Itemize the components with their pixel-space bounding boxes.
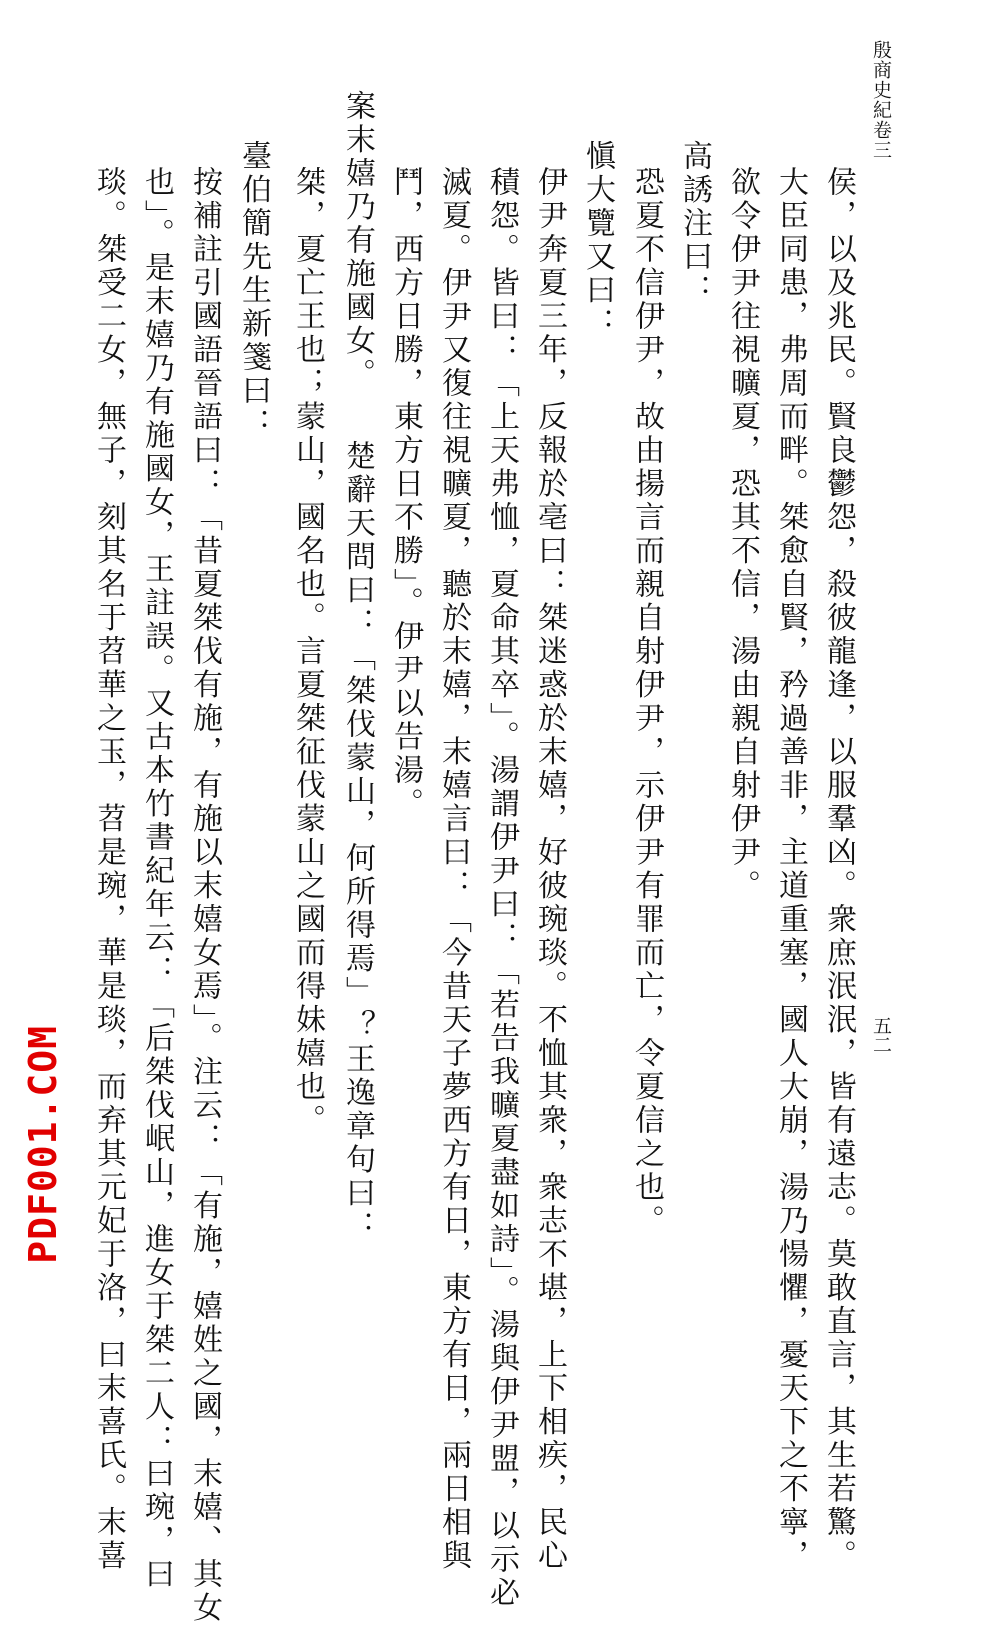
text-column-9: 滅夏。伊尹又復往視曠夏，聽於末嬉，末嬉言曰：「今昔天子夢西方有日，東方有日，兩日相與 (436, 166, 471, 1573)
annotation-heading-gao-you: 高誘注曰： (677, 140, 712, 308)
running-title: 殷商史紀卷三 (870, 40, 892, 160)
note-heading-an: 案末嬉乃有施國女。 (340, 90, 375, 392)
text-column-1: 侯，以及兆民。賢良鬱怨，殺彼龍逢，以服羣凶。衆庶泯泯，皆有遠志。莫敢直言，其生若驚。 (821, 166, 856, 1573)
text-column-10-continuation: 楚辭天問曰：「桀伐蒙山，何所得焉」？王逸章句曰： (340, 440, 375, 1244)
text-column-3: 欲令伊尹往視曠夏，恐其不信，湯由親自射伊尹。 (725, 166, 760, 903)
text-column-8: 積怨。皆曰：「上天弗恤，夏命其卒」。湯謂伊尹曰：「若告我曠夏盡如詩」。湯與伊尹盟，以示必 (484, 166, 519, 1610)
text-column-2: 大臣同患，弗周而畔。桀愈自賢，矜過善非，主道重塞，國人大崩，湯乃愓懼，憂天下之不寧， (773, 166, 808, 1573)
section-heading-shen-da-lan: 愼大覽又曰： (580, 140, 615, 341)
text-column-13: 按補註引國語晉語曰：「昔夏桀伐有施，有施以末嬉女焉」。注云：「有施，嬉姓之國，末嬉、其女 (187, 166, 222, 1625)
page-number: 五二 (870, 1016, 892, 1054)
text-column-10: 鬥，西方日勝，東方日不勝」。伊尹以告湯。 (388, 166, 423, 821)
text-column-14: 也」。是末嬉乃有施國女，王註誤。又古本竹書紀年云：「后桀伐岷山，進女于桀二人：曰琬，曰 (139, 166, 174, 1592)
section-heading-tai-bojian: 臺伯簡先生新箋曰： (236, 140, 271, 442)
text-column-5: 恐夏不信伊尹，故由揚言而親自射伊尹，示伊尹有罪而亡，令夏信之也。 (629, 166, 664, 1238)
watermark: PDF001.COM (21, 1025, 65, 1264)
text-column-11: 桀，夏亡王也；蒙山，國名也。言夏桀征伐蒙山之國而得妹嬉也。 (290, 166, 325, 1138)
text-column-15: 琰。桀受二女，無子，刻其名于苕華之玉，苕是琬，華是琰，而弃其元妃于洛，曰末喜氏。末喜 (91, 166, 126, 1573)
text-column-7: 伊尹奔夏三年，反報於亳曰：桀迷惑於末嬉，好彼琬琰。不恤其衆，衆志不堪，上下相疾，民心 (532, 166, 567, 1573)
